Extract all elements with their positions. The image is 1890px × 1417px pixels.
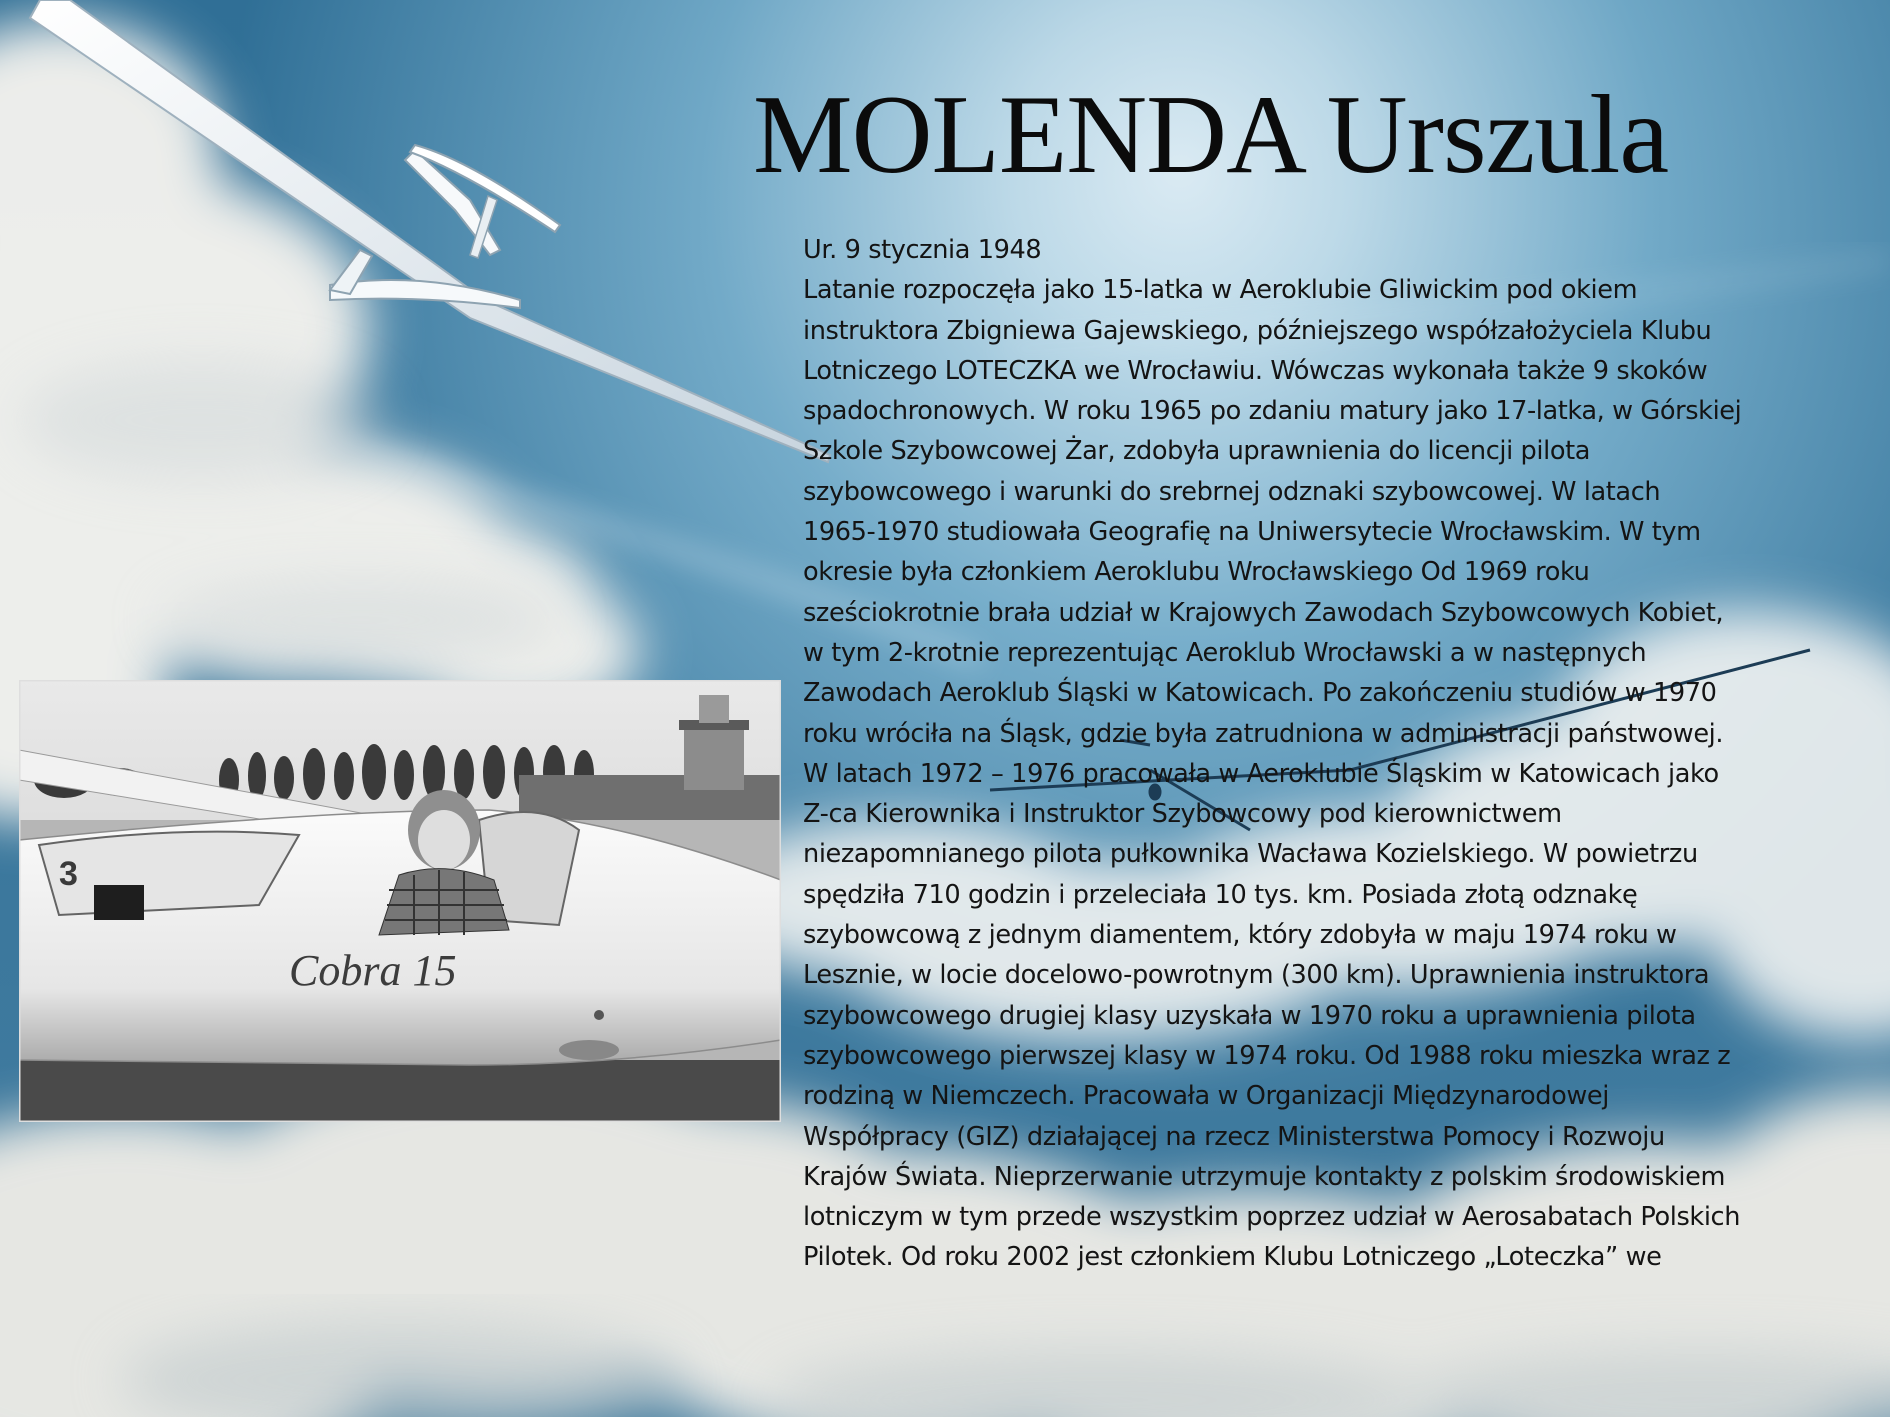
biography-text: [803, 230, 1863, 1278]
biography-line: Lotniczego LOTECZKA we Wrocławiu. Wówczas wykonała także 9 skoków: [803, 355, 1708, 386]
biography-line: okresie była członkiem Aeroklubu Wrocławskiego Od 1969 roku: [803, 557, 1590, 588]
biography-line: Współpracy (GIZ) działającej na rzecz Ministerstwa Pomocy i Rozwoju: [803, 1121, 1665, 1152]
biography-line: spadochronowych. W roku 1965 po zdaniu matury jako 17-latka, w Górskiej: [803, 396, 1742, 427]
biography-line: szybowcową z jednym diamentem, który zdobyła w maju 1974 roku w: [803, 920, 1677, 951]
biography-line: 1965-1970 studiowała Geografię na Uniwersytecie Wrocławskim. W tym: [803, 517, 1701, 548]
page-title: MOLENDA Urszula: [753, 73, 1669, 197]
biography-line: Pilotek. Od roku 2002 jest członkiem Klubu Lotniczego „Loteczka” we: [803, 1242, 1662, 1273]
biography-line: spędziła 710 godzin i przeleciała 10 tys. km. Posiada złotą odznakę: [803, 879, 1638, 910]
birth-date-line: Ur. 9 stycznia 1948: [803, 235, 1042, 265]
biography-line: instruktora Zbigniewa Gajewskiego, późniejszego współzałożyciela Klubu: [803, 315, 1712, 346]
biography-line: lotniczym w tym przede wszystkim poprzez udział w Aerosabatach Polskich: [803, 1202, 1741, 1233]
biography-line: Zawodach Aeroklub Śląski w Katowicach. Po zakończeniu studiów w 1970: [803, 678, 1717, 709]
biography-line: Latanie rozpoczęła jako 15-latka w Aeroklubie Gliwickim pod okiem: [803, 275, 1638, 306]
biography-line: w tym 2-krotnie reprezentując Aeroklub Wrocławski a w następnych: [803, 637, 1647, 668]
biography-line: szybowcowego pierwszej klasy w 1974 roku. Od 1988 roku mieszka wraz z: [803, 1040, 1731, 1071]
glider-photo: [19, 680, 781, 1122]
biography-line: Krajów Świata. Nieprzerwanie utrzymuje kontakty z polskim środowiskiem: [803, 1161, 1726, 1192]
biography-line: W latach 1972 – 1976 pracowała w Aeroklubie Śląskim w Katowicach jako: [803, 758, 1719, 789]
competition-number: 3: [59, 855, 78, 893]
biography-line: niezapomnianego pilota pułkownika Wacława Kozielskiego. W powietrzu: [803, 839, 1698, 870]
biography-line: szybowcowego drugiej klasy uzyskała w 1970 roku a uprawnienia pilota: [803, 1000, 1696, 1031]
biography-line: rodziną w Niemczech. Pracowała w Organizacji Międzynarodowej: [803, 1081, 1609, 1112]
biography-line: roku wróciła na Śląsk, gdzie była zatrudniona w administracji państwowej.: [803, 718, 1724, 749]
fuselage-marking: Cobra 15: [289, 946, 457, 995]
biography-line: sześciokrotnie brała udział w Krajowych Zawodach Szybowcowych Kobiet,: [803, 597, 1724, 628]
biography-line: szybowcowego i warunki do srebrnej odznaki szybowcowej. W latach: [803, 476, 1661, 507]
biography-line: Szkole Szybowcowej Żar, zdobyła uprawnienia do licencji pilota: [803, 436, 1591, 467]
biography-line: Z-ca Kierownika i Instruktor Szybowcowy pod kierownictwem: [803, 799, 1562, 830]
biography-line: Lesznie, w locie docelowo-powrotnym (300 km). Uprawnienia instruktora: [803, 960, 1710, 991]
